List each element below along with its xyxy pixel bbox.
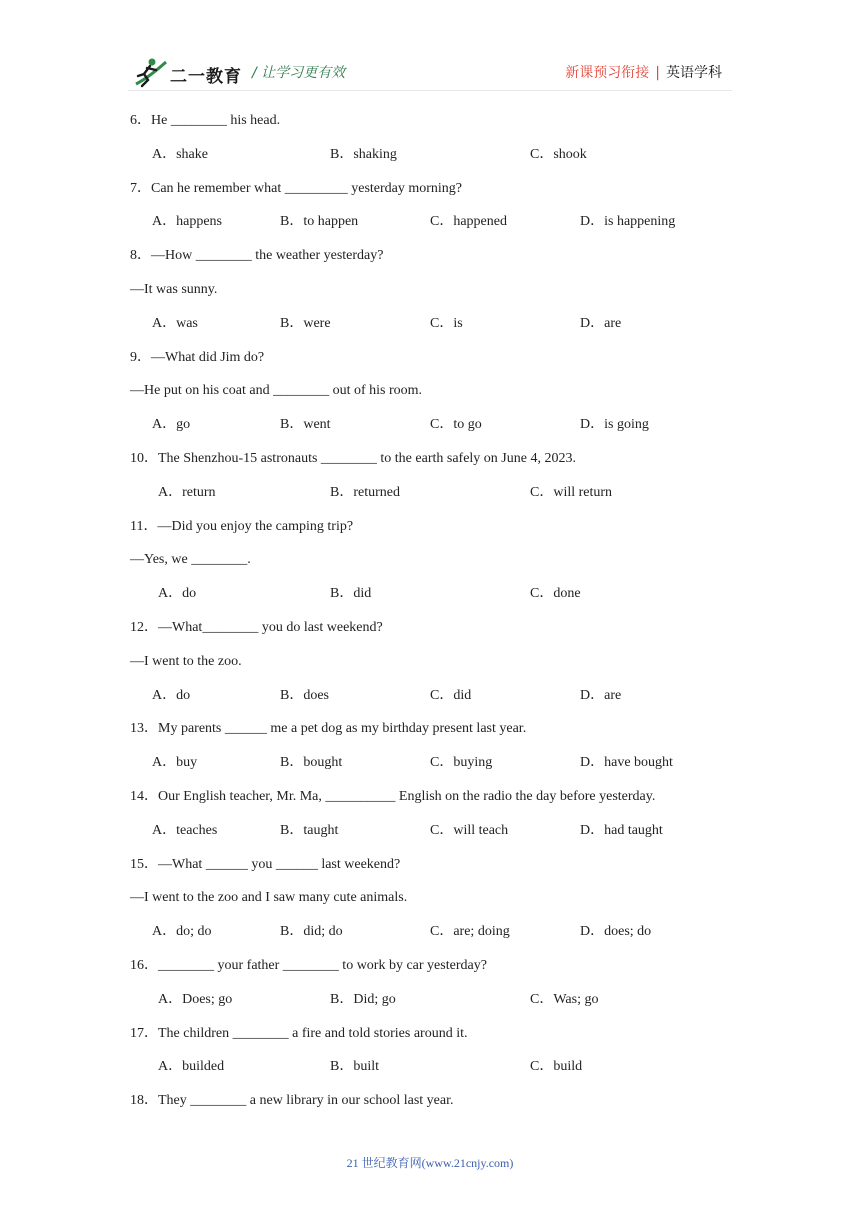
option-d: D．is going xyxy=(580,417,649,433)
option-c: C．will teach xyxy=(430,822,509,838)
question-stem: —He put on his coat and ________ out of his room. xyxy=(130,383,423,399)
subject-label: 英语学科 xyxy=(666,65,722,81)
question-stem: 6．He ________ his head. xyxy=(130,113,281,128)
options-row xyxy=(130,307,730,341)
option-a: A．return xyxy=(158,484,216,500)
option-c: C．happened xyxy=(430,214,507,230)
option-a: A．do xyxy=(152,687,191,703)
option-b: B．did; do xyxy=(280,924,343,940)
question-stem: 14．Our English teacher, Mr. Ma, __________ English on the radio the day before yesterday. xyxy=(130,788,656,804)
option-c: C．will return xyxy=(530,484,613,500)
option-b: B．built xyxy=(330,1059,380,1075)
question-stem: 15．—What ______ you ______ last weekend? xyxy=(130,856,401,872)
question-stem: 18．They ________ a new library in our school last year. xyxy=(130,1093,454,1109)
option-a: A．happens xyxy=(152,214,222,230)
logo-text: 二一教育 xyxy=(170,67,242,87)
question-stem: 10．The Shenzhou-15 astronauts ________ to the earth safely on June 4, 2023. xyxy=(130,450,576,466)
options-row xyxy=(130,577,730,611)
header-right xyxy=(565,62,722,82)
question-stem: 11．—Did you enjoy the camping trip? xyxy=(130,518,354,534)
option-c: C．shook xyxy=(530,146,587,162)
question-stem: 16．________ your father ________ to work by car yesterday? xyxy=(130,957,487,973)
question-stem: 17．The children ________ a fire and told stories around it. xyxy=(130,1025,468,1041)
option-c: C．to go xyxy=(430,417,482,433)
option-a: A．do xyxy=(158,586,197,602)
question-stem: —Yes, we ________. xyxy=(130,552,251,568)
option-a: A．buy xyxy=(152,755,198,771)
page-header xyxy=(0,0,860,100)
option-c: C．buying xyxy=(430,755,493,771)
options-row xyxy=(130,138,730,172)
option-b: B．returned xyxy=(330,484,400,500)
question-stem: 13．My parents ______ me a pet dog as my birthday present last year. xyxy=(130,721,527,737)
question-stem: 7．Can he remember what _________ yesterday morning? xyxy=(130,180,463,196)
option-d: D．is happening xyxy=(580,214,676,230)
option-d: D．does; do xyxy=(580,924,652,940)
question-stem: —I went to the zoo and I saw many cute animals. xyxy=(130,890,408,906)
option-a: A．shake xyxy=(152,146,208,162)
options-row xyxy=(130,408,730,442)
option-b: B．were xyxy=(280,315,331,331)
option-d: D．had taught xyxy=(580,822,663,838)
option-a: A．was xyxy=(152,315,198,331)
option-b: B．shaking xyxy=(330,146,397,162)
option-c: C．are; doing xyxy=(430,924,510,940)
option-d: D．are xyxy=(580,687,622,703)
logo xyxy=(130,56,242,90)
option-b: B．went xyxy=(280,417,331,433)
option-b: B．to happen xyxy=(280,214,359,230)
option-c: C．done xyxy=(530,586,581,602)
option-b: B．Did; go xyxy=(330,991,396,1007)
course-label: 新课预习衔接 xyxy=(565,65,650,81)
question-list xyxy=(130,104,730,1118)
options-row xyxy=(130,915,730,949)
option-b: B．bought xyxy=(280,755,343,771)
question-stem: —I went to the zoo. xyxy=(130,653,242,669)
option-a: A．builded xyxy=(158,1059,225,1075)
option-a: A．go xyxy=(152,417,191,433)
question-stem: 12．—What________ you do last weekend? xyxy=(130,619,383,635)
option-a: A．teaches xyxy=(152,822,218,838)
options-row xyxy=(130,814,730,848)
options-row xyxy=(130,679,730,713)
option-b: B．does xyxy=(280,687,329,703)
question-stem: 8．—How ________ the weather yesterday? xyxy=(130,248,384,264)
option-b: B．did xyxy=(330,586,372,602)
option-a: A．Does; go xyxy=(158,991,233,1007)
header-divider xyxy=(128,90,732,91)
option-c: C．did xyxy=(430,687,472,703)
slogan: / 让学习更有效 xyxy=(252,65,346,81)
option-b: B．taught xyxy=(280,822,339,838)
question-stem: 9．—What did Jim do? xyxy=(130,349,265,365)
option-c: C．is xyxy=(430,315,463,331)
option-d: D．have bought xyxy=(580,755,673,771)
page-footer: 21 世纪教育网(www.21cnjy.com) xyxy=(346,1156,514,1170)
options-row xyxy=(130,476,730,510)
option-d: D．are xyxy=(580,315,622,331)
option-a: A．do; do xyxy=(152,924,212,940)
header-separator: | xyxy=(655,65,660,81)
option-c: C．build xyxy=(530,1059,583,1075)
options-row xyxy=(130,205,730,239)
question-stem: —It was sunny. xyxy=(130,281,218,297)
runner-logo-icon xyxy=(130,56,170,90)
options-row xyxy=(130,746,730,780)
option-c: C．Was; go xyxy=(530,991,599,1007)
options-row xyxy=(130,983,730,1017)
options-row xyxy=(130,1050,730,1084)
